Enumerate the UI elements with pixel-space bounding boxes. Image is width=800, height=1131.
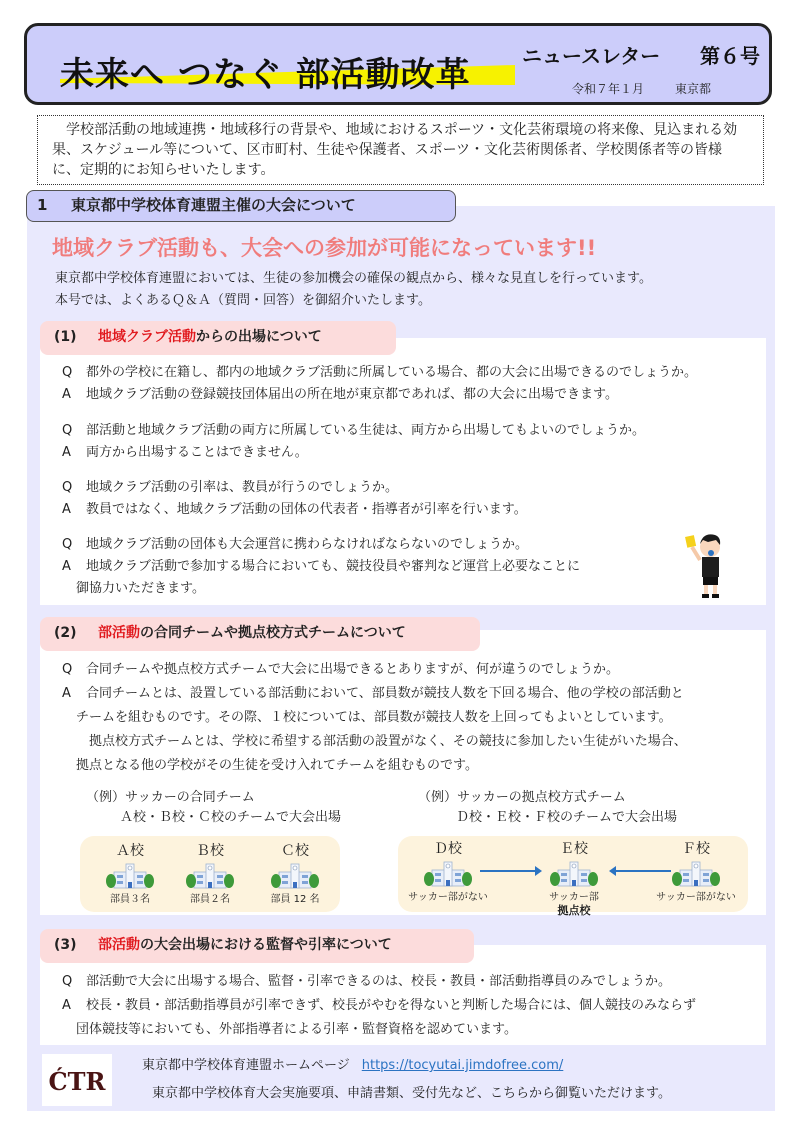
section-lead — [55, 268, 652, 312]
qa-item — [62, 477, 527, 521]
footer-note: 東京都中学校体育大会実施要項、申請書類、受付先など、こちらから御覧いただけます。 — [152, 1086, 671, 1101]
school-c: Ｃ校 部員 12 名 — [270, 843, 320, 905]
school-d: Ｄ校 サッカー部がない — [408, 841, 488, 903]
svg-text:ĆTR: ĆTR — [48, 1067, 106, 1096]
answer-continued: 拠点校方式チームとは、学校に希望する部活動の設置がなく、その競技に参加したい生徒がいた場合、 — [76, 734, 687, 749]
question: Q 合同チームや拠点校方式チームで大会に出場できるとありますが、何が違うのでしょうか。 — [62, 662, 620, 677]
subsection-number: (3) — [54, 937, 77, 953]
lead-line: 本号では、よくあるＱ＆Ａ（質問・回答）を御紹介いたします。 — [55, 293, 431, 308]
question: Q 地域クラブ活動の引率は、教員が行うのでしょうか。 — [62, 480, 399, 495]
school-building-icon — [106, 862, 154, 890]
school-b: Ｂ校 部員２名 — [170, 842, 250, 906]
school-f: Ｆ校 サッカー部がない — [656, 841, 736, 903]
question: Q 都外の学校に在籍し、都内の地域クラブ活動に所属している場合、都の大会に出場できるのでしょうか。 — [62, 365, 698, 380]
question: Q 部活動で大会に出場する場合、監督・引率できるのは、校長・教員・部活動指導員のみでしょうか。 — [62, 974, 672, 989]
school-a: Ａ校 部員３名 — [90, 842, 170, 906]
section-title: 東京都中学校体育連盟主催の大会について — [71, 196, 356, 214]
qa-item — [62, 534, 580, 600]
answer: A 校長・教員・部活動指導員が引率できず、校長がやむを得ないと判断した場合には、個人競技のみならず — [62, 998, 696, 1013]
subsection-1-heading — [40, 321, 396, 355]
subsection-2-heading — [40, 617, 480, 651]
lead-line: 東京都中学校体育連盟においては、生徒の参加機会の確保の観点から、様々な見直しを行っています。 — [55, 271, 652, 286]
subsection-title-rest: の合同チームや拠点校方式チームについて — [140, 625, 406, 641]
qa-item — [62, 658, 687, 778]
example-1-caption: （例）サッカーの合同チーム Ａ校・Ｂ校・Ｃ校のチームで大会出場 — [86, 790, 342, 825]
school-building-icon — [186, 862, 234, 890]
subsection-title-highlight: 部活動 — [98, 625, 140, 641]
newsletter-label: ニュースレター — [522, 44, 661, 68]
question: Q 地域クラブ活動の団体も大会運営に携わらなければならないのでしょうか。 — [62, 537, 529, 552]
qa-item — [62, 970, 696, 1042]
referee-illustration — [683, 530, 733, 600]
school-building-icon — [271, 862, 319, 890]
section-number: 1 — [37, 196, 48, 214]
arrow-right-icon — [480, 870, 536, 872]
subsection-title-rest: の大会出場における監督や引率について — [140, 937, 392, 953]
issue-number: 第６号 — [700, 44, 760, 68]
section-1-heading — [26, 190, 456, 222]
answer: A 両方から出場することはできません。 — [62, 445, 308, 460]
intro-text: 学校部活動の地域連携・地域移行の背景や、地域におけるスポーツ・文化芸術環境の将来像、見込まれる効果、スケジュール等について、区市町村、生徒や保護者、スポーツ・文化芸術関係者、学校関係者等の皆様に、定期的にお知らせいたします。 — [37, 115, 764, 185]
footer-url-link[interactable]: https://tocyutai.jimdofree.com/ — [361, 1058, 564, 1073]
qa-item — [62, 420, 645, 464]
answer-continued: 団体競技等においても、外部指導者による引率・監督資格を認めています。 — [76, 1022, 517, 1037]
school-building-icon — [424, 860, 472, 888]
answer-continued: 拠点となる他の学校がその生徒を受け入れてチームを組むものです。 — [76, 758, 478, 773]
subsection-number: (2) — [54, 625, 77, 641]
newsletter-title: 未来へ つなぐ 部活動改革 — [60, 55, 471, 95]
example-2-caption: （例）サッカーの拠点校方式チーム Ｄ校・Ｅ校・Ｆ校のチームで大会出場 — [418, 790, 678, 825]
footer-site-line — [142, 1054, 563, 1073]
answer-continued: 御協力いただきます。 — [76, 581, 205, 596]
association-logo-icon — [42, 1054, 112, 1106]
subsection-title-highlight: 地域クラブ活動 — [98, 329, 196, 345]
answer: A 合同チームとは、設置している部活動において、部員数が競技人数を下回る場合、他の学校の部活動と — [62, 686, 684, 701]
section-headline: 地域クラブ活動も、大会への参加が可能になっています!! — [52, 236, 597, 260]
subsection-title-highlight: 部活動 — [98, 937, 140, 953]
publisher: 東京都 — [675, 82, 712, 96]
school-building-icon — [672, 860, 720, 888]
answer: A 地域クラブ活動の登録競技団体届出の所在地が東京都であれば、都の大会に出場できます。 — [62, 387, 618, 402]
subsection-title-rest: からの出場について — [196, 329, 322, 345]
subsection-3-heading — [40, 929, 474, 963]
footer-site-label: 東京都中学校体育連盟ホームページ — [142, 1058, 350, 1073]
qa-item — [62, 362, 697, 406]
issue-date: 令和７年１月 — [572, 82, 645, 96]
school-building-icon — [550, 860, 598, 888]
subsection-number: (1) — [54, 329, 77, 345]
answer-continued: チームを組むものです。その際、１校については、部員数が競技人数を上回ってもよいとしています。 — [76, 710, 672, 725]
question: Q 部活動と地域クラブ活動の両方に所属している生徒は、両方から出場してもよいのでしょうか。 — [62, 423, 646, 438]
answer: A 教員ではなく、地域クラブ活動の団体の代表者・指導者が引率を行います。 — [62, 502, 527, 517]
association-logo — [42, 1054, 112, 1106]
answer: A 地域クラブ活動で参加する場合においても、競技役員や審判など運営上必要なことに — [62, 559, 581, 574]
school-e: Ｅ校 サッカー部 拠点校 — [549, 841, 599, 917]
